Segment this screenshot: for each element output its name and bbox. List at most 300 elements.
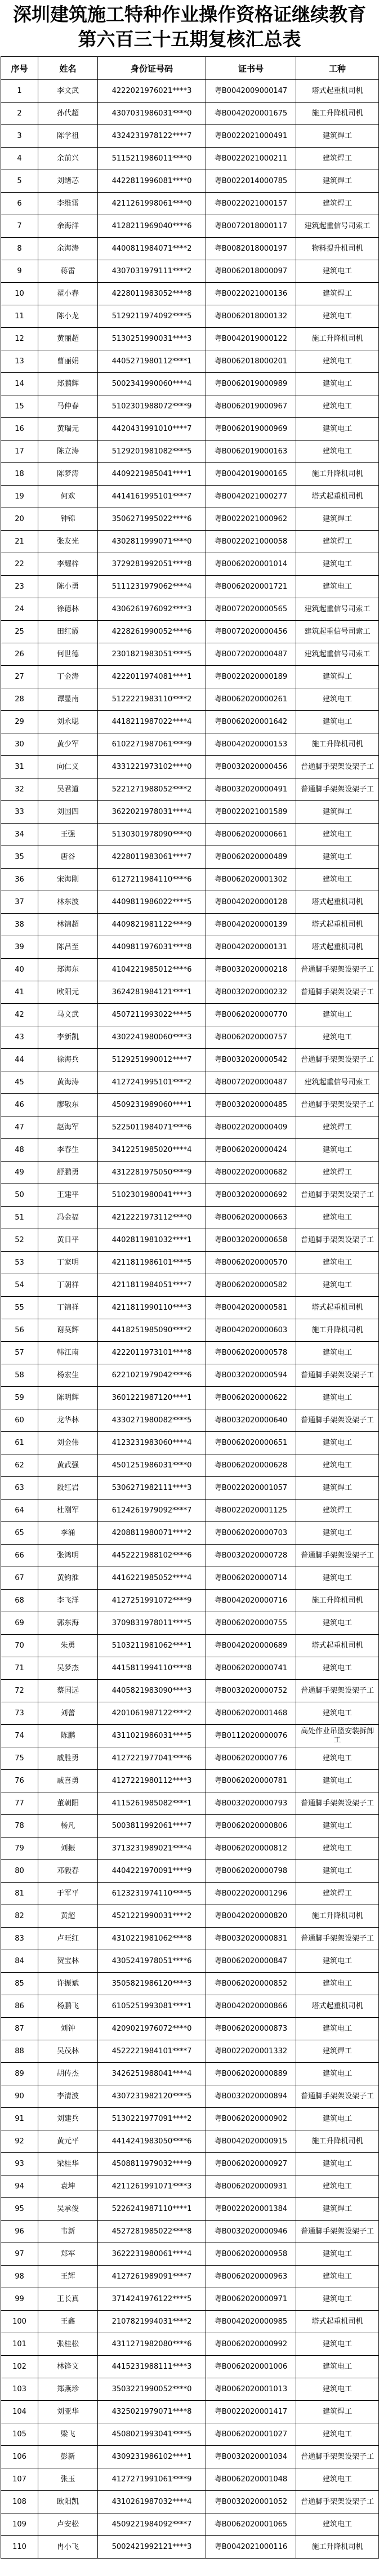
table-row (1, 1297, 379, 1319)
id-number-cell: 2107821994031****2 (98, 2311, 206, 2333)
name-cell: 向仁义 (38, 756, 98, 778)
header-id-number: 身份证号码 (98, 57, 206, 80)
name-cell: 黄丽超 (38, 328, 98, 350)
id-number-cell: 4127241995101****2 (98, 1071, 206, 1094)
serial-number-cell: 39 (1, 936, 38, 959)
serial-number-cell: 16 (1, 418, 38, 441)
table-row (1, 1522, 379, 1545)
table-row (1, 2085, 379, 2108)
work-type-cell: 建筑电工 (296, 2243, 379, 2266)
serial-number-cell: 11 (1, 305, 38, 328)
name-cell: 赵海军 (38, 1116, 98, 1139)
serial-number-cell: 45 (1, 1071, 38, 1094)
certificate-number-cell: 粤B0062020000806 (206, 1815, 296, 1838)
name-cell: 刘永聪 (38, 711, 98, 733)
name-cell: 袁坤 (38, 2175, 98, 2198)
id-number-cell: 5003811992061****7 (98, 1815, 206, 1838)
id-number-cell: 4400811984071****2 (98, 238, 206, 260)
id-number-cell: 5225011984071****6 (98, 1116, 206, 1139)
work-type-cell: 建筑电工 (296, 2288, 379, 2311)
serial-number-cell: 49 (1, 1162, 38, 1184)
serial-number-cell: 69 (1, 1612, 38, 1635)
serial-number-cell: 96 (1, 2221, 38, 2243)
serial-number-cell: 87 (1, 2018, 38, 2040)
name-cell: 徐德林 (38, 598, 98, 621)
certificate-number-cell: 粤B0022021000136 (206, 283, 296, 305)
certificate-number-cell: 粤B0022021000211 (206, 148, 296, 170)
id-number-cell: 4127221977041****6 (98, 1747, 206, 1770)
certificate-number-cell: 粤B0062019000969 (206, 418, 296, 441)
table-row (1, 1702, 379, 1725)
work-type-cell: 建筑焊工 (296, 1883, 379, 1905)
serial-number-cell: 44 (1, 1049, 38, 1071)
work-type-cell: 塔式起重机司机 (296, 486, 379, 508)
table-row (1, 846, 379, 869)
name-cell: 王辉 (38, 2266, 98, 2288)
serial-number-cell: 41 (1, 981, 38, 1004)
name-cell: 丁朝祥 (38, 1274, 98, 1297)
certificate-number-cell: 粤B0042020000128 (206, 891, 296, 914)
table-row (1, 981, 379, 1004)
table-row (1, 711, 379, 733)
work-type-cell: 塔式起重机司机 (296, 914, 379, 936)
certificate-number-cell: 粤B0062020000852 (206, 1973, 296, 1995)
work-type-cell: 建筑电工 (296, 824, 379, 846)
certificate-number-cell: 粤B0062020000570 (206, 1252, 296, 1274)
table-row (1, 1792, 379, 1815)
table-row (1, 1274, 379, 1297)
name-cell: 王强 (38, 824, 98, 846)
name-cell: 丁锦祥 (38, 1297, 98, 1319)
table-row (1, 531, 379, 553)
table-row (1, 305, 379, 328)
table-row (1, 80, 379, 103)
certificate-number-cell: 粤B0062019000989 (206, 373, 296, 395)
work-type-cell: 普通脚手架架设架子工 (296, 981, 379, 1004)
work-type-cell: 普通脚手架架设架子工 (296, 778, 379, 801)
id-number-cell: 4311021986031****5 (98, 1725, 206, 1747)
certificate-number-cell: 粤B0032020000218 (206, 959, 296, 981)
table-row (1, 778, 379, 801)
work-type-cell: 建筑电工 (296, 1973, 379, 1995)
name-cell: 杜刚军 (38, 1500, 98, 1522)
id-number-cell: 3713231989021****4 (98, 1838, 206, 1860)
table-row (1, 2153, 379, 2175)
table-row (1, 1049, 379, 1071)
certificate-number-cell: 粤B0022020001417 (206, 2401, 296, 2423)
serial-number-cell: 80 (1, 1860, 38, 1883)
work-type-cell: 施工升降机司机 (296, 2130, 379, 2153)
certificate-number-cell: 粤B0022021001589 (206, 801, 296, 824)
work-type-cell: 建筑电工 (296, 2266, 379, 2288)
name-cell: 林东波 (38, 891, 98, 914)
name-cell: 陈梦涛 (38, 463, 98, 486)
id-number-cell: 4325021979071****8 (98, 2401, 206, 2423)
id-number-cell: 4405821983090****3 (98, 1680, 206, 1702)
name-cell: 何欢 (38, 486, 98, 508)
work-type-cell: 建筑起重信号司索工 (296, 598, 379, 621)
table-row (1, 1590, 379, 1612)
name-cell: 刘国四 (38, 801, 98, 824)
work-type-cell: 施工升降机司机 (296, 1319, 379, 1342)
id-number-cell: 4222011973101****8 (98, 1342, 206, 1364)
certificate-number-cell: 粤B0072020000456 (206, 621, 296, 643)
table-row (1, 1635, 379, 1657)
serial-number-cell: 4 (1, 148, 38, 170)
id-number-cell: 5306271982111****3 (98, 1477, 206, 1500)
serial-number-cell: 68 (1, 1590, 38, 1612)
id-number-cell: 3729281992051****8 (98, 553, 206, 576)
table-row (1, 1500, 379, 1522)
id-number-cell: 3624281984121****1 (98, 981, 206, 1004)
work-type-cell: 建筑电工 (296, 1657, 379, 1680)
work-type-cell: 建筑电工 (296, 2108, 379, 2130)
id-number-cell: 4208811980071****2 (98, 1522, 206, 1545)
id-number-cell: 4416221985052****4 (98, 1567, 206, 1590)
name-cell: 吴承俊 (38, 2198, 98, 2221)
work-type-cell: 塔式起重机司机 (296, 891, 379, 914)
name-cell: 蒋雷 (38, 260, 98, 283)
table-row (1, 733, 379, 756)
serial-number-cell: 25 (1, 621, 38, 643)
table-row (1, 1657, 379, 1680)
name-cell: 张友光 (38, 531, 98, 553)
id-number-cell: 4409811986022****5 (98, 891, 206, 914)
certificate-number-cell: 粤B0062020000902 (206, 2108, 296, 2130)
name-cell: 王鑫 (38, 2311, 98, 2333)
serial-number-cell: 93 (1, 2153, 38, 2175)
certificate-number-cell: 粤B0032020000831 (206, 1928, 296, 1950)
certificate-number-cell: 粤B0022020000682 (206, 1162, 296, 1184)
certificate-number-cell: 粤B0032020000491 (206, 778, 296, 801)
table-row (1, 1004, 379, 1026)
table-row (1, 1477, 379, 1500)
certificate-number-cell: 粤B0062020000703 (206, 1522, 296, 1545)
work-type-cell: 建筑电工 (296, 1702, 379, 1725)
table-row (1, 801, 379, 824)
serial-number-cell: 20 (1, 508, 38, 531)
table-row (1, 2288, 379, 2311)
serial-number-cell: 67 (1, 1567, 38, 1590)
name-cell: 刘建兵 (38, 2108, 98, 2130)
title-line-1: 深圳建筑施工特种作业操作资格证继续教育 (13, 3, 366, 25)
serial-number-cell: 10 (1, 283, 38, 305)
certificate-number-cell: 粤B0062020000489 (206, 846, 296, 869)
work-type-cell: 普通脚手架架设架子工 (296, 1184, 379, 1207)
name-cell: 郑鹏辉 (38, 373, 98, 395)
id-number-cell: 4115261985082****1 (98, 1792, 206, 1815)
certificate-number-cell: 粤B0062020000582 (206, 1274, 296, 1297)
certificate-number-cell: 粤B0062020001302 (206, 869, 296, 891)
certificate-number-cell: 粤B0062020000741 (206, 1657, 296, 1680)
table-row (1, 148, 379, 170)
name-cell: 黄超 (38, 1905, 98, 1928)
serial-number-cell: 88 (1, 2040, 38, 2063)
id-number-cell: 6124261979092****7 (98, 1500, 206, 1522)
table-row (1, 441, 379, 463)
name-cell: 梁桂华 (38, 2153, 98, 2175)
work-type-cell: 建筑焊工 (296, 508, 379, 531)
name-cell: 李耀梓 (38, 553, 98, 576)
certificate-number-cell: 粤B0032020000658 (206, 1229, 296, 1252)
work-type-cell: 高处作业吊篮安装拆卸工 (296, 1725, 379, 1747)
work-type-cell: 建筑电工 (296, 2513, 379, 2536)
work-type-cell: 建筑电工 (296, 373, 379, 395)
id-number-cell: 4127261989091****7 (98, 2266, 206, 2288)
name-cell: 黄武强 (38, 1454, 98, 1477)
serial-number-cell: 23 (1, 576, 38, 598)
work-type-cell: 建筑起重信号司索工 (296, 1071, 379, 1094)
name-cell: 陈吕至 (38, 936, 98, 959)
table-row (1, 2333, 379, 2356)
serial-number-cell: 28 (1, 688, 38, 711)
certificate-number-cell: 粤B0022014000785 (206, 170, 296, 193)
serial-number-cell: 9 (1, 260, 38, 283)
work-type-cell: 建筑电工 (296, 1207, 379, 1229)
id-number-cell: 5002341990060****4 (98, 373, 206, 395)
work-type-cell: 建筑电工 (296, 260, 379, 283)
name-cell: 谭显南 (38, 688, 98, 711)
id-number-cell: 4222021976021****3 (98, 80, 206, 103)
table-row (1, 936, 379, 959)
id-number-cell: 4402811981032****1 (98, 1229, 206, 1252)
work-type-cell: 塔式起重机司机 (296, 1297, 379, 1319)
name-cell: 黄瑞元 (38, 418, 98, 441)
id-number-cell: 4211261998061****0 (98, 193, 206, 215)
serial-number-cell: 12 (1, 328, 38, 350)
table-row (1, 959, 379, 981)
work-type-cell: 普通脚手架架设架子工 (296, 1545, 379, 1567)
serial-number-cell: 19 (1, 486, 38, 508)
work-type-cell: 建筑电工 (296, 2063, 379, 2085)
certificate-number-cell: 粤B0032020000485 (206, 1094, 296, 1116)
certificate-number-cell: 粤B0042009000147 (206, 80, 296, 103)
id-number-cell: 4418211987022****4 (98, 711, 206, 733)
certificate-number-cell: 粤B0032020000456 (206, 756, 296, 778)
id-number-cell: 3622021978031****4 (98, 801, 206, 824)
work-type-cell: 建筑电工 (296, 2018, 379, 2040)
name-cell: 贺宝林 (38, 1950, 98, 1973)
name-cell: 李春生 (38, 1139, 98, 1162)
serial-number-cell: 37 (1, 891, 38, 914)
work-type-cell: 建筑电工 (296, 1770, 379, 1792)
certificate-number-cell: 粤B0062020001468 (206, 1702, 296, 1725)
certificate-number-cell: 粤B0062020000261 (206, 688, 296, 711)
name-cell: 黄海涛 (38, 1071, 98, 1094)
table-row (1, 2401, 379, 2423)
serial-number-cell: 77 (1, 1792, 38, 1815)
work-type-cell: 建筑焊工 (296, 125, 379, 148)
certificate-number-cell: 粤B0032020000232 (206, 981, 296, 1004)
id-number-cell: 4409811976031****8 (98, 936, 206, 959)
table-row (1, 1747, 379, 1770)
name-cell: 梁飞 (38, 2423, 98, 2446)
name-cell: 杨凡 (38, 1815, 98, 1838)
name-cell: 彭新 (38, 2446, 98, 2468)
work-type-cell: 建筑电工 (296, 1342, 379, 1364)
work-type-cell: 建筑电工 (296, 1612, 379, 1635)
certificate-number-cell: 粤B0022020001332 (206, 2040, 296, 2063)
work-type-cell: 建筑电工 (296, 395, 379, 418)
serial-number-cell: 71 (1, 1657, 38, 1680)
id-number-cell: 4302241980060****3 (98, 1026, 206, 1049)
id-number-cell: 4307031986031****0 (98, 103, 206, 125)
certificate-number-cell: 粤B0042020000139 (206, 914, 296, 936)
id-number-cell: 4331221973102****0 (98, 756, 206, 778)
id-number-cell: 4521221990031****2 (98, 1905, 206, 1928)
work-type-cell: 塔式起重机司机 (296, 2311, 379, 2333)
id-number-cell: 4415811994110****8 (98, 1657, 206, 1680)
id-number-cell: 4522221984101****7 (98, 2040, 206, 2063)
name-cell: 戚胜勇 (38, 1747, 98, 1770)
name-cell: 孙代超 (38, 103, 98, 125)
table-row (1, 283, 379, 305)
name-cell: 郭东海 (38, 1612, 98, 1635)
id-number-cell: 5115211986011****0 (98, 148, 206, 170)
table-row (1, 891, 379, 914)
serial-number-cell: 92 (1, 2130, 38, 2153)
table-row (1, 1995, 379, 2018)
certificate-number-cell: 粤B0032020000793 (206, 1792, 296, 1815)
certificate-number-cell: 粤B0042020000131 (206, 936, 296, 959)
work-type-cell: 建筑电工 (296, 2333, 379, 2356)
table-row (1, 2130, 379, 2153)
id-number-cell: 4414241983050****6 (98, 2130, 206, 2153)
serial-number-cell: 57 (1, 1342, 38, 1364)
certificate-number-cell: 粤B0042019000165 (206, 463, 296, 486)
table-row (1, 1973, 379, 1995)
serial-number-cell: 26 (1, 643, 38, 666)
certificate-number-cell: 粤B0032020000542 (206, 1049, 296, 1071)
certificate-number-cell: 粤B0062020000776 (206, 1747, 296, 1770)
certificate-number-cell: 粤B0062020000770 (206, 1004, 296, 1026)
work-type-cell: 施工升降机司机 (296, 103, 379, 125)
work-type-cell: 建筑焊工 (296, 2040, 379, 2063)
work-type-cell: 建筑电工 (296, 441, 379, 463)
serial-number-cell: 84 (1, 1950, 38, 1973)
id-number-cell: 5102301980041****3 (98, 1184, 206, 1207)
serial-number-cell: 63 (1, 1477, 38, 1500)
serial-number-cell: 52 (1, 1229, 38, 1252)
work-type-cell: 建筑电工 (296, 1815, 379, 1838)
certificate-number-cell: 粤B0062018000132 (206, 305, 296, 328)
work-type-cell: 物料提升机司机 (296, 238, 379, 260)
work-type-cell: 建筑焊工 (296, 1477, 379, 1500)
id-number-cell: 5122221983110****2 (98, 688, 206, 711)
name-cell: 陈鹏 (38, 1725, 98, 1747)
table-row (1, 1342, 379, 1364)
name-cell: 刘钟 (38, 2018, 98, 2040)
id-number-cell: 3506271995022****6 (98, 508, 206, 531)
certificate-number-cell: 粤B0042020000603 (206, 1319, 296, 1342)
serial-number-cell: 109 (1, 2513, 38, 2536)
serial-number-cell: 98 (1, 2266, 38, 2288)
id-number-cell: 4422811996081****0 (98, 170, 206, 193)
table-row (1, 328, 379, 350)
serial-number-cell: 60 (1, 1409, 38, 1432)
work-type-cell: 普通脚手架架设架子工 (296, 1094, 379, 1116)
table-row (1, 1116, 379, 1139)
work-type-cell: 建筑电工 (296, 2378, 379, 2401)
serial-number-cell: 97 (1, 2243, 38, 2266)
work-type-cell: 施工升降机司机 (296, 328, 379, 350)
id-number-cell: 4311271982080****6 (98, 2333, 206, 2356)
name-cell: 马文武 (38, 1004, 98, 1026)
certificate-number-cell: 粤B0042019000122 (206, 328, 296, 350)
id-number-cell: 4211811986101****5 (98, 1252, 206, 1274)
serial-number-cell: 86 (1, 1995, 38, 2018)
serial-number-cell: 107 (1, 2468, 38, 2491)
certificate-number-cell: 粤B0082018000197 (206, 238, 296, 260)
serial-number-cell: 50 (1, 1184, 38, 1207)
certificate-number-cell: 粤B0042020001675 (206, 103, 296, 125)
id-number-cell: 4123231983060****4 (98, 1432, 206, 1454)
header-row (1, 57, 379, 80)
work-type-cell: 建筑电工 (296, 418, 379, 441)
certificate-number-cell: 粤B0062020000714 (206, 1567, 296, 1590)
name-cell: 曹丽娟 (38, 350, 98, 373)
certificate-number-cell: 粤B0062018000097 (206, 260, 296, 283)
id-number-cell: 4104221985012****6 (98, 959, 206, 981)
id-number-cell: 4310261987032****4 (98, 2491, 206, 2513)
table-row (1, 1387, 379, 1409)
work-type-cell: 建筑电工 (296, 1522, 379, 1545)
certificate-number-cell: 粤B0022020001384 (206, 2198, 296, 2221)
name-cell: 林锋文 (38, 2356, 98, 2378)
certificate-number-cell: 粤B0072020000565 (206, 598, 296, 621)
serial-number-cell: 75 (1, 1747, 38, 1770)
work-type-cell: 建筑电工 (296, 2175, 379, 2198)
serial-number-cell: 55 (1, 1297, 38, 1319)
work-type-cell: 施工升降机司机 (296, 1905, 379, 1928)
table-row (1, 666, 379, 688)
table-row (1, 1252, 379, 1274)
table-row (1, 2040, 379, 2063)
certificate-number-cell: 粤B0062020001006 (206, 2356, 296, 2378)
name-cell: 吴茂林 (38, 2040, 98, 2063)
certificate-number-cell: 粤B0062020000889 (206, 2063, 296, 2085)
name-cell: 陈立涛 (38, 441, 98, 463)
serial-number-cell: 56 (1, 1319, 38, 1342)
id-number-cell: 2301821983051****5 (98, 643, 206, 666)
name-cell: 黄日平 (38, 1229, 98, 1252)
name-cell: 田红霞 (38, 621, 98, 643)
id-number-cell: 4222011974081****1 (98, 666, 206, 688)
name-cell: 徐海兵 (38, 1049, 98, 1071)
name-cell: 宋海刚 (38, 869, 98, 891)
name-cell: 丁金涛 (38, 666, 98, 688)
serial-number-cell: 30 (1, 733, 38, 756)
work-type-cell: 普通脚手架架设架子工 (296, 2085, 379, 2108)
name-cell: 于军平 (38, 1883, 98, 1905)
id-number-cell: 5111231979062****4 (98, 576, 206, 598)
work-type-cell: 建筑焊工 (296, 1162, 379, 1184)
name-cell: 王长真 (38, 2288, 98, 2311)
certificate-number-cell: 粤B0042020000689 (206, 1635, 296, 1657)
work-type-cell: 普通脚手架架设架子工 (296, 756, 379, 778)
id-number-cell: 5129251990012****7 (98, 1049, 206, 1071)
certificate-number-cell: 粤B0062020001013 (206, 2378, 296, 2401)
name-cell: 张鸿明 (38, 1545, 98, 1567)
id-number-cell: 4127251991072****9 (98, 1590, 206, 1612)
certificate-number-cell: 粤B0062020000628 (206, 1454, 296, 1477)
certificate-number-cell: 粤B0062020000781 (206, 1770, 296, 1792)
name-cell: 韦新 (38, 2221, 98, 2243)
name-cell: 丁家明 (38, 1252, 98, 1274)
name-cell: 张桂松 (38, 2333, 98, 2356)
id-number-cell: 4409221985041****1 (98, 463, 206, 486)
work-type-cell: 普通脚手架架设架子工 (296, 1409, 379, 1432)
